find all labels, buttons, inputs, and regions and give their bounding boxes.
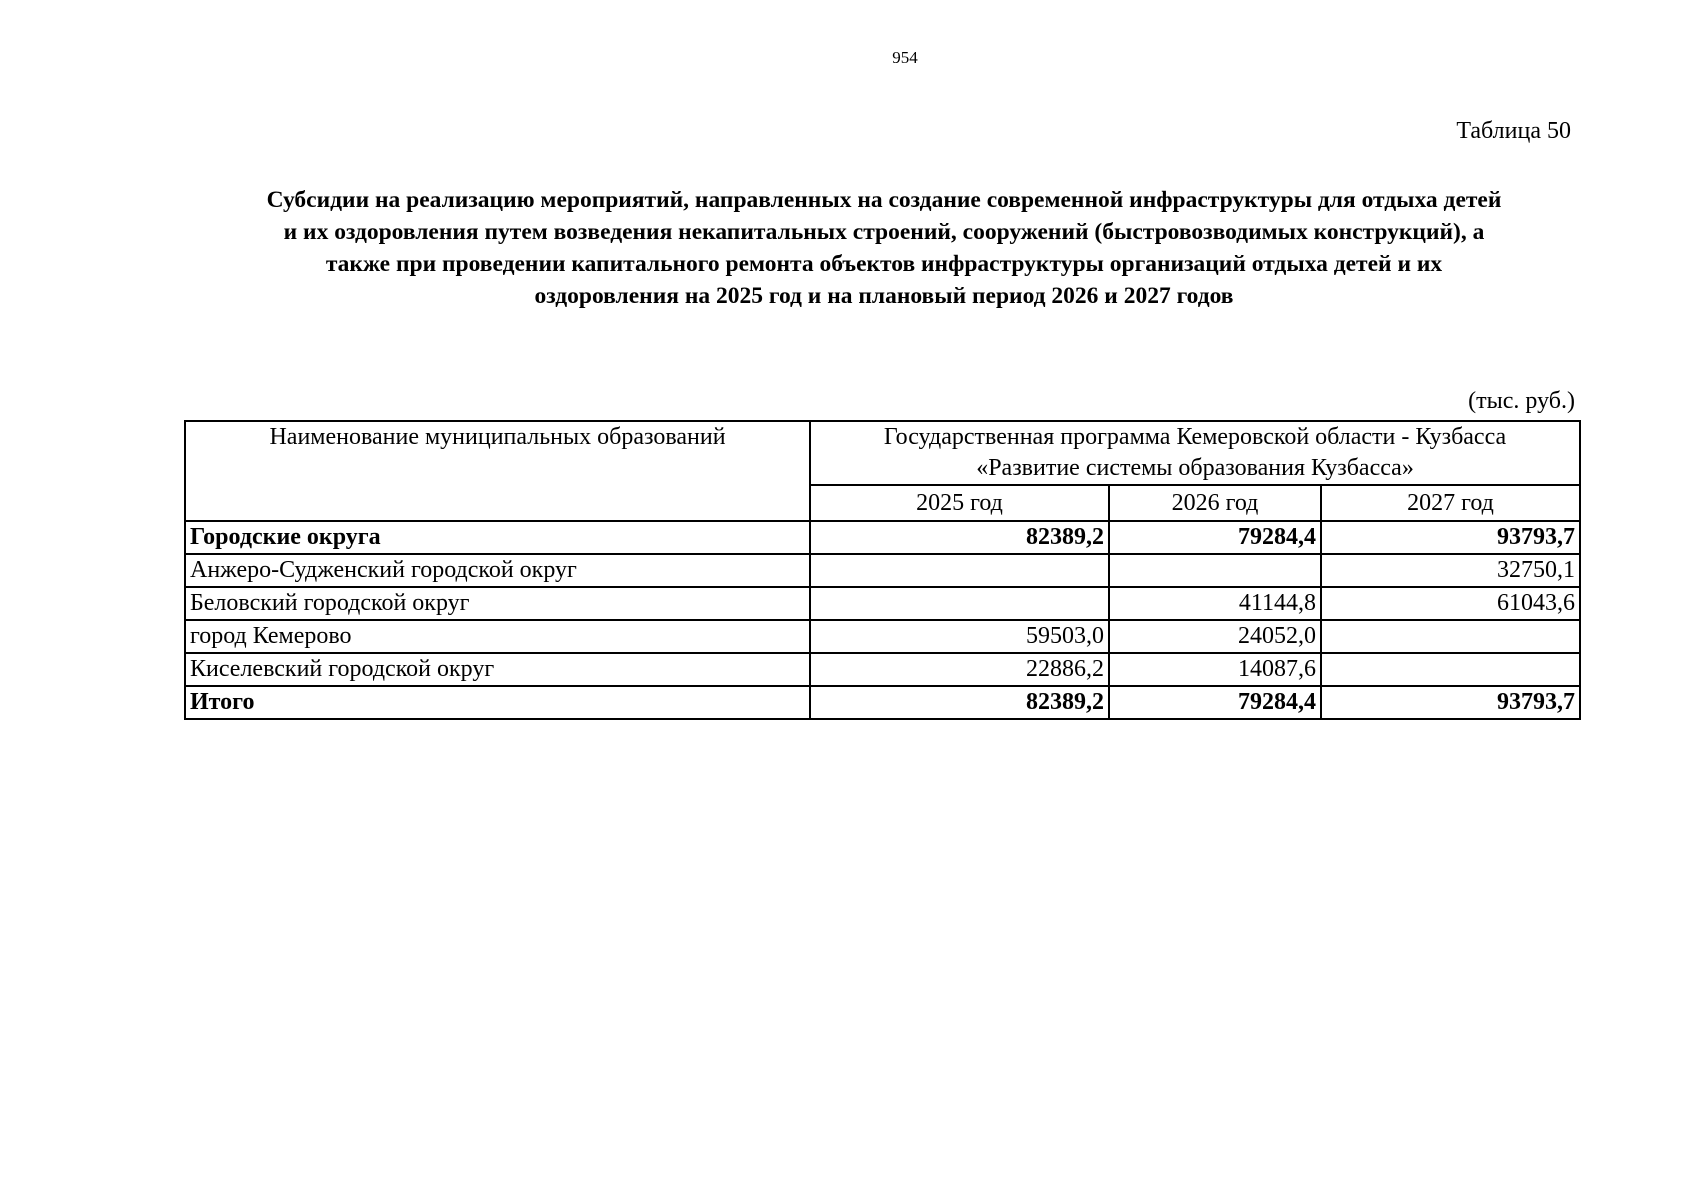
value-cell-2027 [1321,653,1580,686]
table-row [185,620,1580,653]
value-cell-2026: 79284,4 [1109,521,1321,554]
program-title-line: Государственная программа Кемеровской области - Кузбасса [883,424,1507,450]
title-line: Субсидии на реализацию мероприятий, направленных на создание современной инфраструктуры для отдыха детей [266,187,1502,213]
value-cell-2026 [1109,554,1321,587]
column-header-2025: 2025 год [810,485,1109,521]
table-row [185,587,1580,620]
value-cell-2027: 32750,1 [1321,554,1580,587]
value-cell-2025: 59503,0 [810,620,1109,653]
value-cell-2026: 41144,8 [1109,587,1321,620]
value-cell-2026: 14087,6 [1109,653,1321,686]
column-header-2027: 2027 год [1321,485,1580,521]
table-row [185,521,1580,554]
title-line: оздоровления на 2025 год и на плановый период 2026 и 2027 годов [534,283,1234,309]
table-body [185,521,1580,719]
table-row [185,554,1580,587]
table-row [185,686,1580,719]
page-number: 954 [892,48,918,67]
value-cell-2027: 93793,7 [1321,521,1580,554]
row-name-cell: Итого [185,686,810,719]
value-cell-2026: 24052,0 [1109,620,1321,653]
value-cell-2025: 82389,2 [810,686,1109,719]
value-cell-2025: 82389,2 [810,521,1109,554]
table-header-row [185,421,1580,485]
document-title [184,184,1584,312]
column-header-2026: 2026 год [1109,485,1321,521]
column-header-name: Наименование муниципальных образований [185,421,810,521]
subsidies-table [184,420,1581,720]
value-cell-2027 [1321,620,1580,653]
table-label: Таблица 50 [1456,118,1571,144]
value-cell-2025 [810,587,1109,620]
column-header-program [810,421,1580,485]
row-name-cell: город Кемерово [185,620,810,653]
value-cell-2027: 93793,7 [1321,686,1580,719]
table-row [185,653,1580,686]
row-name-cell: Анжеро-Судженский городской округ [185,554,810,587]
value-cell-2026: 79284,4 [1109,686,1321,719]
row-name-cell: Беловский городской округ [185,587,810,620]
row-name-cell: Киселевский городской округ [185,653,810,686]
value-cell-2027: 61043,6 [1321,587,1580,620]
units-label: (тыс. руб.) [1468,388,1575,414]
title-line: также при проведении капитального ремонта объектов инфраструктуры организаций отдыха детей и их [325,251,1443,277]
program-title-line: «Развитие системы образования Кузбасса» [976,455,1414,481]
value-cell-2025: 22886,2 [810,653,1109,686]
value-cell-2025 [810,554,1109,587]
title-line: и их оздоровления путем возведения некапитальных строений, сооружений (быстровозводимых конструкций), а [283,219,1485,245]
row-name-cell: Городские округа [185,521,810,554]
